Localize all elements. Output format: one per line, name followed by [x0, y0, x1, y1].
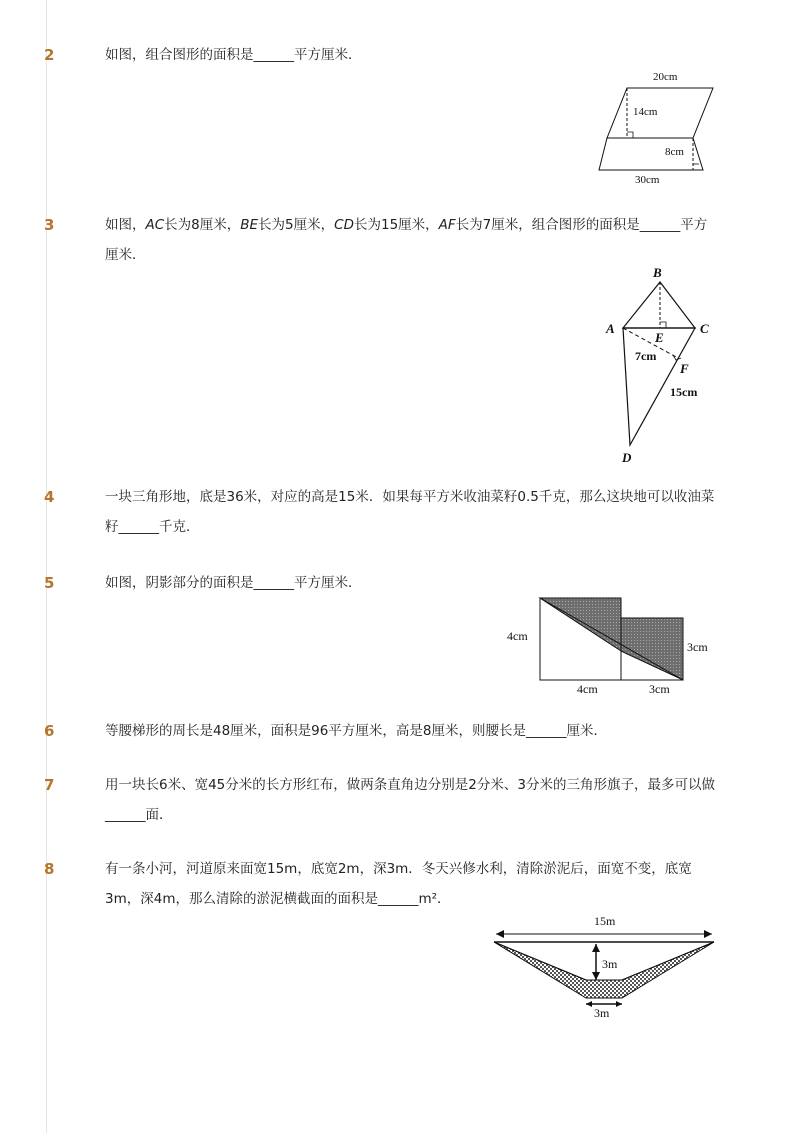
label-q3-cd: 15cm: [670, 385, 698, 399]
figure-q5-shaded-squares: [505, 595, 720, 697]
figure-q8-river-cross-section: [488, 910, 720, 1022]
label-q3-af: 7cm: [635, 349, 657, 363]
question-number-3: 3: [44, 216, 55, 234]
question-text-5: 如图，阴影部分的面积是______平方厘米．: [105, 575, 362, 591]
question-text-7: 用一块长6米、宽45分米的长方形红布，做两条直角边分别是2分米、3分米的三角形旗子，最多可以做______面．: [105, 777, 715, 823]
label-q8-top: 15m: [594, 914, 616, 928]
page-margin-line: [46, 0, 47, 1133]
question-number-5: 5: [44, 574, 55, 592]
label-q5-bottom-right: 3cm: [649, 682, 670, 696]
figure-q2-composite-shape: [595, 66, 720, 190]
label-q3-E: E: [655, 330, 664, 345]
label-q8-bottom: 3m: [594, 1006, 610, 1020]
label-q2-bottom: 30cm: [635, 174, 660, 186]
label-q5-right: 3cm: [687, 640, 708, 654]
label-q3-B: B: [653, 265, 662, 280]
question-number-6: 6: [44, 722, 55, 740]
question-text-3: 如图，AC长为8厘米，BE长为5厘米，CD长为15厘米，AF长为7厘米，组合图形的面积是______平方厘米．: [105, 217, 708, 263]
label-q8-depth: 3m: [602, 957, 618, 971]
label-q5-bottom-left: 4cm: [577, 682, 598, 696]
question-text-4: 一块三角形地，底是36米，对应的高是15米．如果每平方米收油菜籽0.5千克，那么这块地可以收油菜籽______千克．: [105, 489, 715, 535]
label-q2-top: 20cm: [653, 71, 678, 83]
label-q3-C: C: [700, 321, 709, 336]
label-q3-D: D: [622, 450, 632, 465]
label-q5-left: 4cm: [507, 629, 528, 643]
question-text-2: 如图，组合图形的面积是______平方厘米．: [105, 47, 362, 63]
label-q2-right: 8cm: [665, 146, 684, 158]
question-number-2: 2: [44, 46, 55, 64]
question-text-6: 等腰梯形的周长是48厘米，面积是96平方厘米，高是8厘米，则腰长是______厘米．: [105, 723, 607, 739]
figure-q3-kite-shape: [600, 262, 730, 467]
label-q2-height: 14cm: [633, 106, 658, 118]
label-q3-A: A: [606, 321, 615, 336]
question-number-4: 4: [44, 488, 55, 506]
question-number-8: 8: [44, 860, 55, 878]
question-text-8: 有一条小河，河道原来面宽15m，底宽2m，深3m．冬天兴修水利，清除淤泥后，面宽不变，底宽3m，深4m，那么清除的淤泥横截面的面积是______m²．: [105, 861, 692, 907]
label-q3-F: F: [680, 361, 689, 376]
question-number-7: 7: [44, 776, 55, 794]
